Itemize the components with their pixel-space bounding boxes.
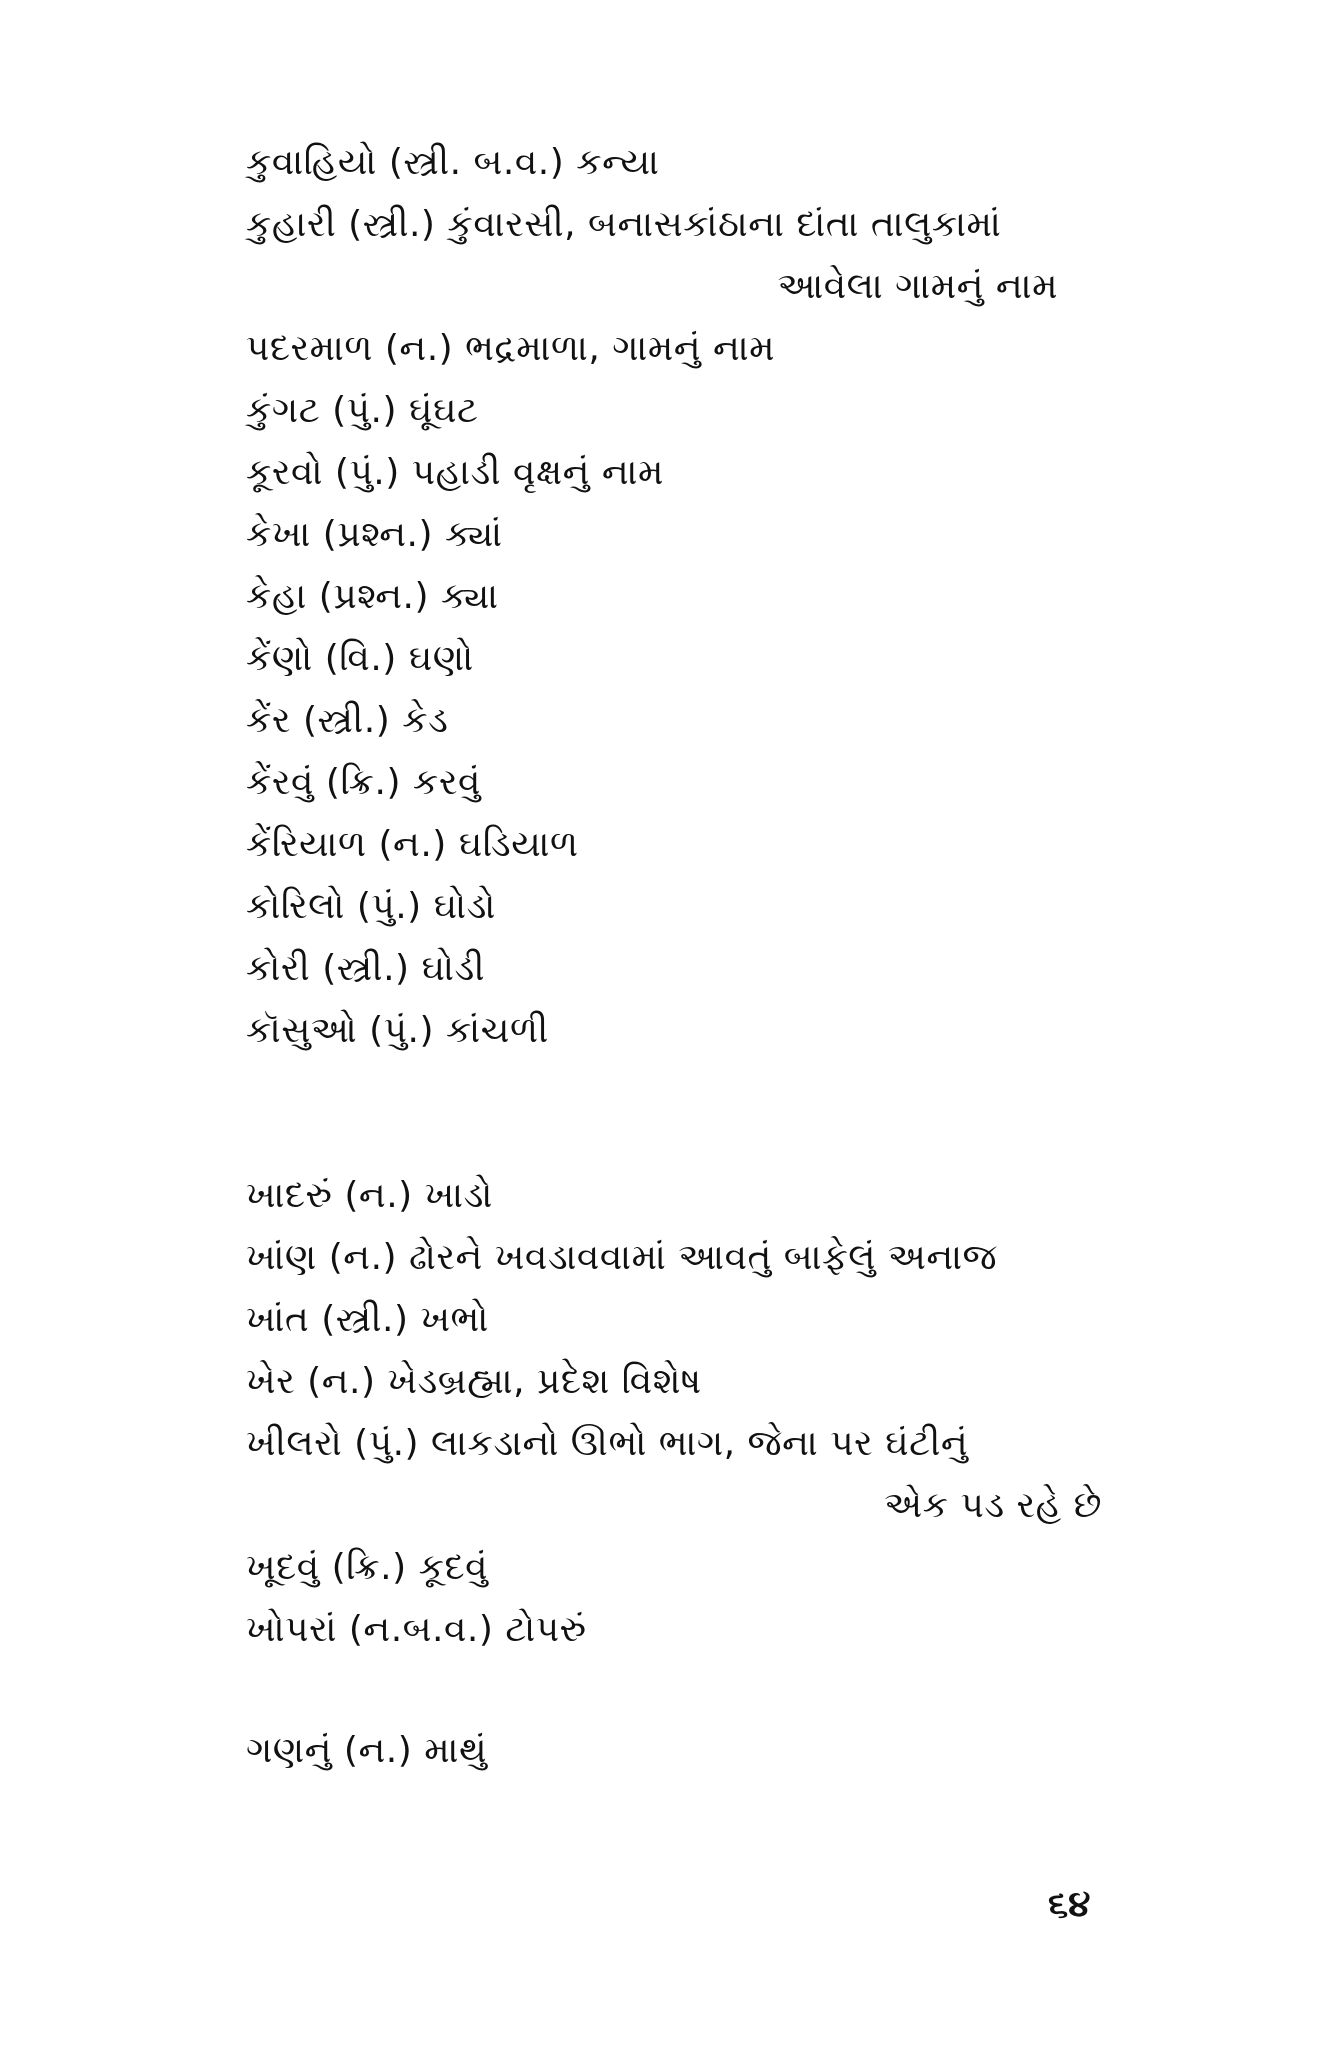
entry-khant: ખાંત (સ્ત્રી.) ખભો — [246, 1299, 489, 1340]
entry-kekha: કેખા (પ્રશ્ન.) ક્યાં — [246, 514, 503, 555]
entry-kuhari-continuation: આવેલા ગામનું નામ — [777, 266, 1058, 307]
entry-keriyal: કેંરિયાળ (ન.) ઘડિયાળ — [246, 824, 579, 865]
entry-korilo: કોરિલો (પું.) ઘોડો — [246, 886, 496, 927]
entry-group-kh — [246, 1165, 1106, 1661]
entry-group-g — [246, 1720, 1106, 1782]
entry-kosuo: કૉસુઓ (પું.) કાંચળી — [246, 1010, 549, 1051]
entry-ker: કેંર (સ્ત્રી.) કેડ — [246, 700, 449, 741]
entry-khilaro-continuation: એક પડ રહે છે — [884, 1485, 1102, 1526]
entry-kuhari: કુહારી (સ્ત્રી.) કુંવારસી, બનાસકાંઠાના દાંતા તાલુકામાં — [246, 204, 1002, 245]
entry-khilaro: ખીલરો (પું.) લાકડાનો ઊભો ભાગ, જેના પર ઘંટીનું — [246, 1423, 969, 1464]
entry-padarmal: પદરમાળ (ન.) ભદ્રમાળા, ગામનું નામ — [246, 328, 776, 369]
entry-khoparan: ખોપરાં (ન.બ.વ.) ટોપરું — [246, 1609, 587, 1650]
entry-kuvahiyo: કુવાહિયો (સ્ત્રી. બ.વ.) કન્યા — [246, 142, 660, 183]
entry-keno: કેંણો (વિ.) ઘણો — [246, 638, 474, 679]
entry-keha: કેહા (પ્રશ્ન.) ક્યા — [246, 576, 499, 617]
entry-kungat: કુંગટ (પું.) ઘૂંઘટ — [246, 390, 479, 431]
entry-khudavu: ખૂદવું (ક્રિ.) કૂદવું — [246, 1547, 489, 1588]
entry-keravu: કેંરવું (ક્રિ.) કરવું — [246, 762, 481, 803]
entry-khan: ખાંણ (ન.) ઢોરને ખવડાવવામાં આવતું બાફેલું અનાજ — [246, 1237, 998, 1278]
entry-kori: કોરી (સ્ત્રી.) ઘોડી — [246, 948, 486, 989]
entry-kuravo: કૂરવો (પું.) પહાડી વૃક્ષનું નામ — [246, 452, 664, 493]
page-number: ૬૪ — [1048, 1884, 1091, 1925]
entry-gananu: ગણનું (ન.) માથું — [246, 1730, 488, 1771]
entry-group-k — [246, 132, 1106, 1062]
entry-kher: ખેર (ન.) ખેડબ્રહ્મા, પ્રદેશ વિશેષ — [246, 1361, 702, 1402]
entry-khadaru: ખાદરું (ન.) ખાડો — [246, 1175, 493, 1216]
